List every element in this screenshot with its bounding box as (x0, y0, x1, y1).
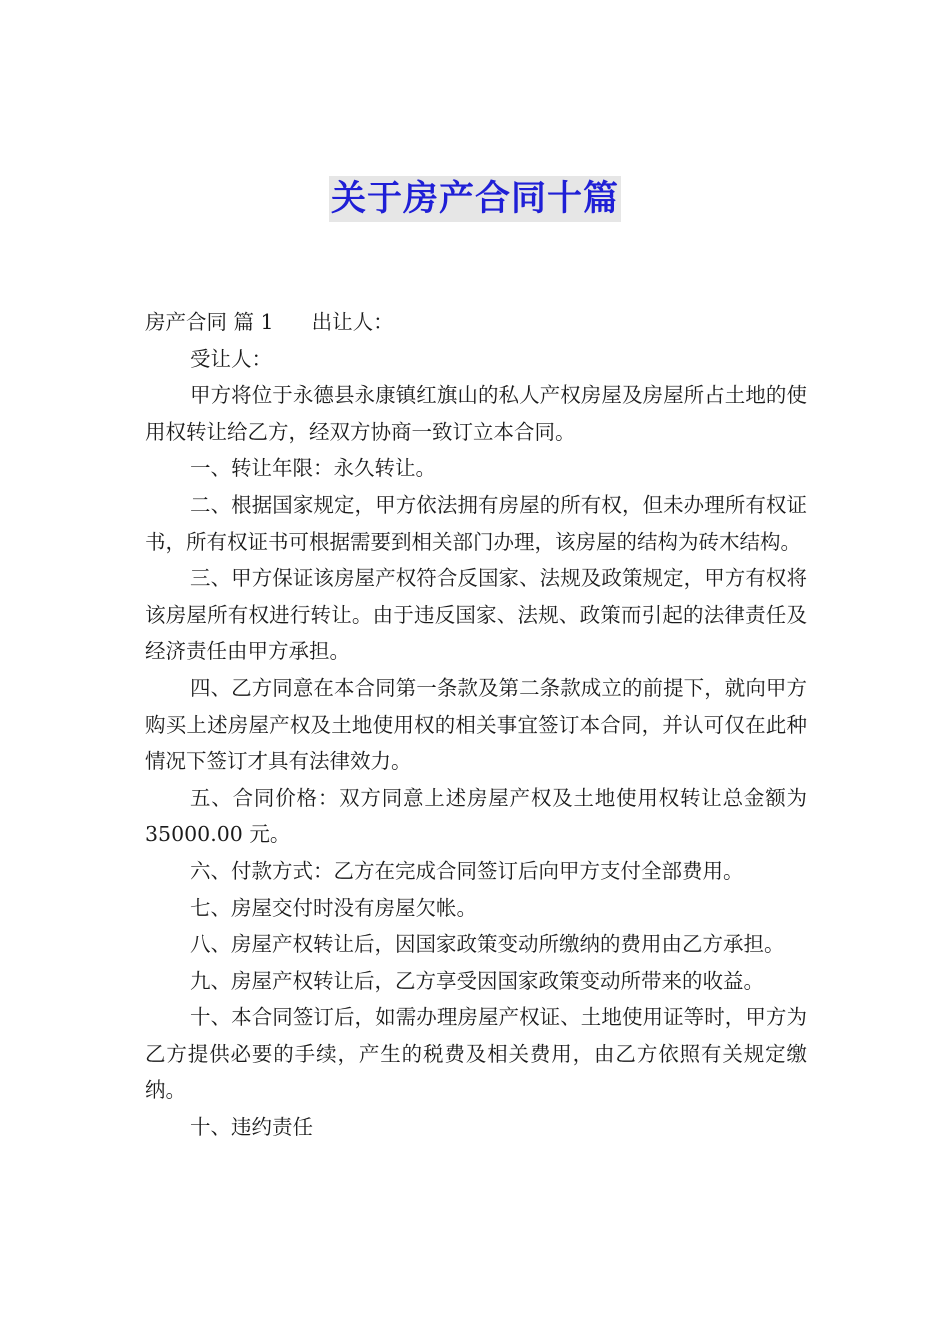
paragraph-clause-9: 九、房屋产权转让后，乙方享受因国家政策变动所带来的收益。 (190, 968, 764, 993)
section-heading: 房产合同 篇 1 (145, 310, 274, 334)
paragraph-clause-2: 二、根据国家规定，甲方依法拥有房屋的所有权，但未办理所有权证书，所有权证书可根据需要到相关部门办理，该房屋的结构为砖木结构。 (145, 492, 807, 554)
section-heading-line (145, 304, 807, 341)
title-block (0, 176, 950, 222)
paragraph-clause-5: 五、合同价格：双方同意上述房屋产权及土地使用权转让总金额为 35000.00 元。 (145, 785, 807, 847)
paragraph-clause-breach: 十、违约责任 (190, 1115, 313, 1140)
paragraph-clause-6: 六、付款方式：乙方在完成合同签订后向甲方支付全部费用。 (190, 858, 744, 883)
document-title: 关于房产合同十篇 (329, 176, 621, 222)
paragraph-clause-4: 四、乙方同意在本合同第一条款及第二条款成立的前提下，就向甲方购买上述房屋产权及土地使用权的相关事宜签订本合同，并认可仅在此种情况下签订才具有法律效力。 (145, 675, 807, 774)
paragraph-clause-10: 十、本合同签订后，如需办理房屋产权证、土地使用证等时，甲方为乙方提供必要的手续，产生的税费及相关费用，由乙方依照有关规定缴纳。 (145, 1005, 807, 1103)
paragraph-intro: 甲方将位于永德县永康镇红旗山的私人产权房屋及房屋所占土地的使用权转让给乙方，经双方协商一致订立本合同。 (145, 383, 807, 444)
paragraph-clause-8: 八、房屋产权转让后，因国家政策变动所缴纳的费用由乙方承担。 (190, 932, 785, 957)
contract-body (145, 304, 807, 1146)
transferor-label: 出让人： (311, 310, 394, 334)
paragraph-clause-1: 一、转让年限：永久转让。 (190, 456, 436, 481)
paragraph-transferee: 受让人： (190, 346, 272, 371)
paragraph-clause-3: 三、甲方保证该房屋产权符合反国家、法规及政策规定，甲方有权将该房屋所有权进行转让。由于违反国家、法规、政策而引起的法律责任及经济责任由甲方承担。 (145, 566, 807, 664)
paragraph-clause-7: 七、房屋交付时没有房屋欠帐。 (190, 895, 477, 920)
